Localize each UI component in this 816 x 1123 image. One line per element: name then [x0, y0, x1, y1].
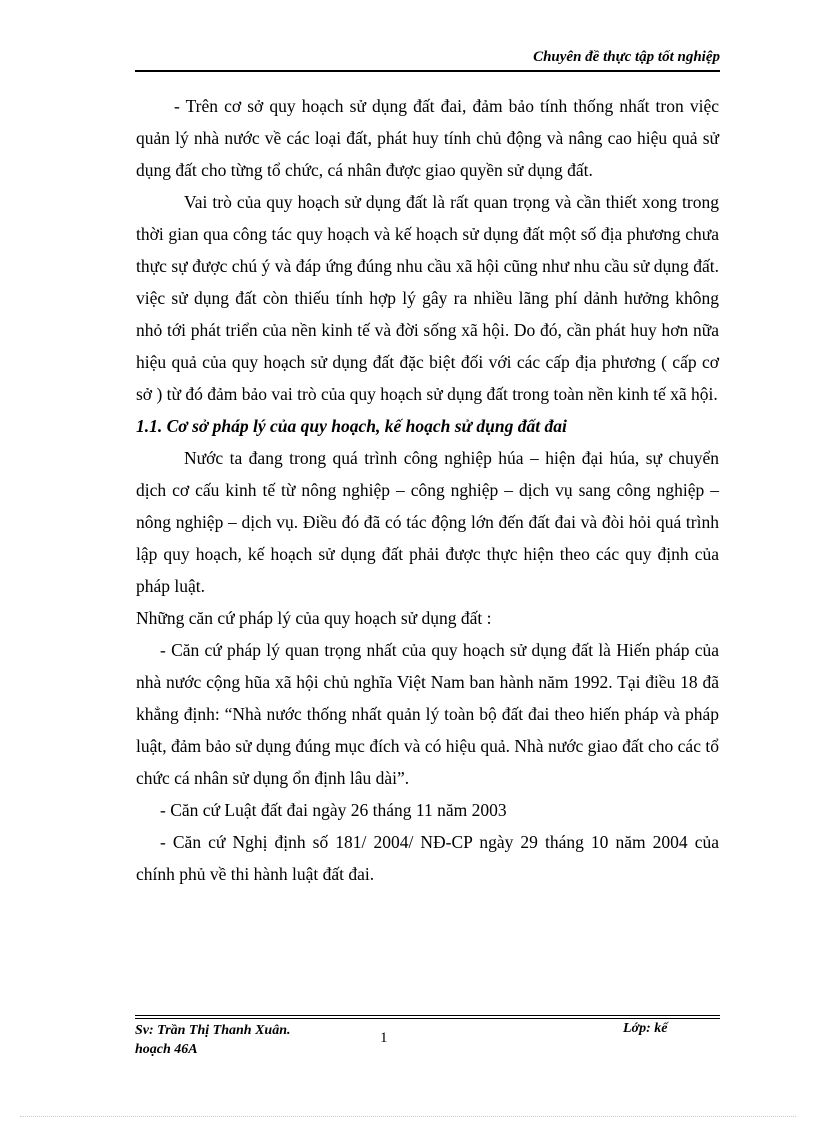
list-item-constitution: - Căn cứ pháp lý quan trọng nhất của quy hoạch sử dụng đất là Hiến pháp của nhà nước cộng hũa xã hội chủ nghĩa Việt Nam ban hành năm 1992. Tại điều 18 đã khẳng định: “Nhà nước thống nhất quản lý toàn bộ đất đai theo hiến pháp và pháp luật, đảm bảo sử dụng đúng mục đích và có hiệu quả. Nhà nước giao đất cho các tổ chức cá nhân sử dụng ổn định lâu dài”. — [136, 640, 719, 788]
footer-author-line-2: hoạch 46A — [135, 1042, 198, 1057]
paragraph-planning-basis: - Trên cơ sở quy hoạch sử dụng đất đai, đảm bảo tính thống nhất tron việc quản lý nhà nước về các loại đất, phát huy tính chủ động và nâng cao hiệu quả sử dụng đất cho từng tổ chức, cá nhân được giao quyền sử dụng đất. — [136, 96, 719, 180]
header-rule — [135, 70, 720, 72]
footer-author — [135, 1021, 290, 1059]
footer-rule-top — [135, 1015, 720, 1016]
paragraph-legal-bases-intro: Những căn cứ pháp lý của quy hoạch sử dụng đất : — [136, 608, 492, 628]
footer-class: Lớp: kế — [623, 1021, 668, 1036]
page-body — [136, 90, 719, 890]
paragraph-industrialization: Nước ta đang trong quá trình công nghiệp húa – hiện đại húa, sự chuyển dịch cơ cấu kinh tế từ nông nghiệp – công nghiệp – dịch vụ sang công nghiệp – nông nghiệp – dịch vụ. Điều đó đã có tác động lớn đến đất đai và đòi hỏi quá trình lập quy hoạch, kế hoạch sử dụng đất phải được thực hiện theo các quy định của pháp luật. — [136, 448, 719, 596]
page-header-title: Chuyên đề thực tập tốt nghiệp — [533, 49, 720, 65]
page-edge-divider — [20, 1116, 796, 1117]
list-item-land-law: - Căn cứ Luật đất đai ngày 26 tháng 11 năm 2003 — [160, 800, 507, 820]
footer-rule-bottom — [135, 1018, 720, 1019]
section-heading: 1.1. Cơ sở pháp lý của quy hoạch, kế hoạch sử dụng đất đai — [136, 416, 567, 436]
paragraph-planning-role: Vai trò của quy hoạch sử dụng đất là rất quan trọng và cần thiết xong trong thời gian qua công tác quy hoạch và kế hoạch sử dụng đất một số địa phương chưa thực sự được chú ý và đáp ứng đúng nhu cầu xã hội cũng như nhu cầu sử dụng đất. việc sử dụng đất còn thiếu tính hợp lý gây ra nhiều lãng phí dảnh hưởng không nhỏ tới phát triển của nền kinh tế và đời sống xã hội. Do đó, cần phát huy hơn nữa hiệu quả của quy hoạch sử dụng đất đặc biệt đối với các cấp địa phương ( cấp cơ sở ) từ đó đảm bảo vai trò của quy hoạch sử dụng đất trong toàn nền kinh tế xã hội. — [136, 192, 719, 404]
footer-page-number: 1 — [380, 1030, 388, 1046]
footer-author-line-1: Sv: Trần Thị Thanh Xuân. — [135, 1023, 291, 1038]
list-item-decree: - Căn cứ Nghị định số 181/ 2004/ NĐ-CP ngày 29 tháng 10 năm 2004 của chính phủ về thi hành luật đất đai. — [136, 832, 719, 884]
